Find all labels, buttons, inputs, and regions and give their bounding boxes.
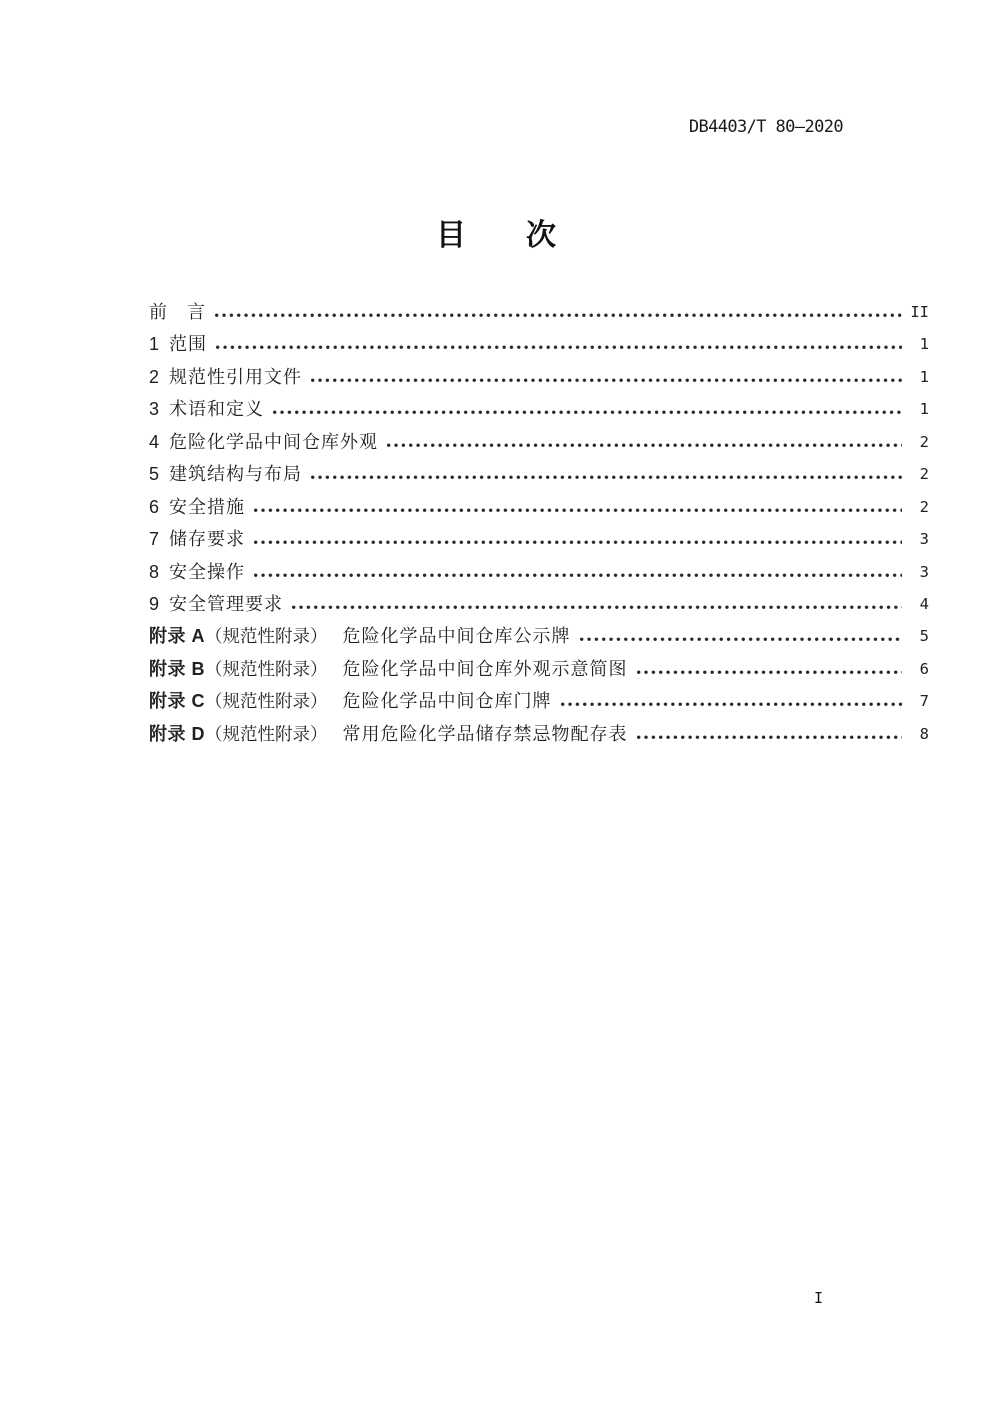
standard-code-header: DB4403/T 80—2020 [688,117,843,137]
toc-entry-page-number: 8 [919,724,929,743]
toc-entry-number: 9 [149,593,161,614]
toc-entry-label: 常用危险化学品储存禁忌物配存表 [342,723,628,744]
toc-entry-label: 术语和定义 [169,399,265,420]
toc-entry-foreword [149,296,929,328]
toc-entry-label: 范围 [169,334,208,355]
toc-entry-page-number: 7 [919,692,929,711]
toc-entry-label: 安全措施 [169,496,246,517]
toc-entry-label: 建筑结构与布局 [169,464,303,485]
toc-entry-page-number: 2 [919,497,929,516]
toc-entry-number: 8 [149,561,161,582]
toc-entry-page-number: 3 [919,530,929,549]
toc-entry-page-number: 4 [919,594,929,613]
toc-entry-appendix-a [149,620,929,652]
toc-entry-label: 前 言 [149,302,206,322]
toc-entry-8 [149,556,929,588]
toc-entry-page-number: II [910,303,929,321]
dot-leader [292,588,902,620]
toc-entry-number: 4 [149,431,161,452]
toc-entry-page-number: 1 [919,367,929,386]
toc-entry-qualifier: （规范性附录） [205,658,328,679]
toc-entry-qualifier: （规范性附录） [205,691,328,712]
toc-entry-label: 危险化学品中间仓库外观 [169,431,379,452]
toc-entry-number: 附录 A [149,626,205,647]
toc-entry-appendix-c [149,685,929,717]
dot-leader [561,685,903,717]
dot-leader [216,328,902,360]
toc-entry-page-number: 2 [919,432,929,451]
toc-entry-3 [149,393,929,425]
toc-entry-label: 危险化学品中间仓库公示牌 [342,626,571,647]
toc-entry-number: 附录 B [149,658,205,679]
dot-leader [254,491,902,523]
toc-entry-page-number: 6 [919,659,929,678]
toc-entry-4 [149,426,929,458]
toc-entry-label: 规范性引用文件 [169,366,303,387]
toc-entry-5 [149,458,929,490]
toc-entry-6 [149,491,929,523]
toc-entry-number: 3 [149,399,161,420]
dot-leader [580,620,903,652]
dot-leader [254,523,902,555]
toc-entry-label: 安全操作 [169,561,246,582]
toc-entry-appendix-d [149,718,929,750]
toc-entry-page-number: 5 [919,627,929,646]
dot-leader [254,556,902,588]
toc-entry-qualifier: （规范性附录） [205,626,328,647]
toc-entry-label: 危险化学品中间仓库门牌 [342,691,552,712]
toc-entry-9 [149,588,929,620]
toc-entry-appendix-b [149,653,929,685]
toc-entry-number: 1 [149,334,161,355]
toc-entry-label: 危险化学品中间仓库外观示意简图 [342,658,628,679]
dot-leader [273,393,902,425]
toc-entry-number: 5 [149,464,161,485]
toc-entry-number: 附录 D [149,723,205,744]
toc-entry-1 [149,328,929,360]
dot-leader [637,653,903,685]
toc-entry-number: 6 [149,496,161,517]
toc-entry-page-number: 2 [919,465,929,484]
toc-entry-2 [149,361,929,393]
dot-leader [215,296,902,328]
toc-entry-page-number: 3 [919,562,929,581]
toc-entry-7 [149,523,929,555]
page-title: 目 次 [436,219,556,252]
toc-entry-number: 2 [149,366,161,387]
dot-leader [637,718,903,750]
toc-entry-qualifier: （规范性附录） [205,723,328,744]
toc-entry-label: 储存要求 [169,529,246,550]
toc-entry-page-number: 1 [919,400,929,419]
folio-page-number: I [814,1289,824,1307]
toc-entry-label: 安全管理要求 [169,593,284,614]
dot-leader [311,361,902,393]
table-of-contents [149,296,929,750]
dot-leader [311,458,902,490]
toc-entry-number: 附录 C [149,691,205,712]
toc-entry-number: 7 [149,529,161,550]
toc-entry-page-number: 1 [919,335,929,354]
dot-leader [387,426,902,458]
